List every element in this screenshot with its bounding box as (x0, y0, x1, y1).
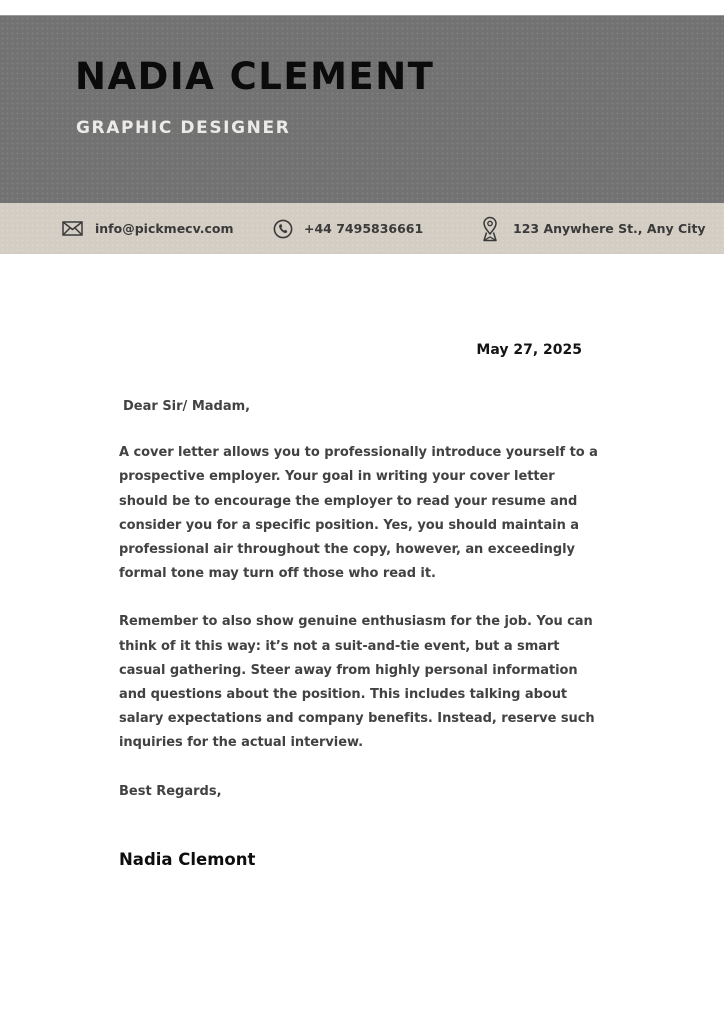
salutation: Dear Sir/ Madam, (123, 399, 251, 414)
contact-address[interactable] (481, 203, 706, 254)
header-banner (0, 15, 724, 203)
job-title: GRAPHIC DESIGNER (76, 118, 291, 138)
signature-name: Nadia Clemont (119, 850, 256, 869)
contact-bar (0, 203, 724, 254)
contact-phone-text: +44 7495836661 (304, 221, 424, 236)
contact-address-text: 123 Anywhere St., Any City (513, 221, 706, 236)
paragraph-1: A cover letter allows you to professionally introduce yourself to a prospective employer. Your goal in writing your cover letter should be to encourage the employer to read your resume and consider you for a specific position. Yes, you should maintain a professional air throughout the copy, however, an exceedingly formal tone may turn off those who read it. (119, 445, 598, 582)
page-top-margin (0, 0, 724, 15)
applicant-name: NADIA CLEMENT (75, 55, 435, 98)
letter-date: May 27, 2025 (476, 342, 582, 358)
map-pin-icon (481, 216, 499, 242)
paragraph-2: Remember to also show genuine enthusiasm for the job. You can think of it this way: it’s not a suit-and-tie event, but a smart casual gathering. Steer away from highly personal information and questions about the position. This includes talking about salary expectations and company benefits. Instead, reserve such inquiries for the actual interview. (119, 614, 595, 751)
contact-phone[interactable] (273, 203, 423, 254)
closing: Best Regards, (119, 783, 222, 799)
phone-icon (273, 219, 293, 239)
letter-body (119, 395, 605, 804)
envelope-icon (62, 221, 83, 236)
contact-email-text: info@pickmecv.com (95, 221, 234, 236)
contact-email[interactable] (62, 203, 233, 254)
